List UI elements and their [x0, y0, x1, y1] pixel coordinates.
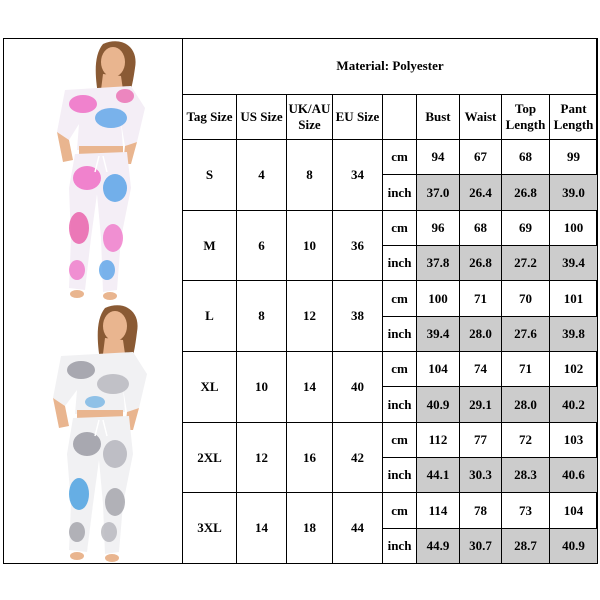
top-length-cell: 28.0: [502, 387, 550, 422]
pant-length-cell: 102: [550, 351, 598, 386]
model-photo: [3, 302, 182, 564]
us-size-cell: 14: [237, 493, 287, 564]
uk-au-size-cell: 16: [287, 422, 333, 493]
pant-length-cell: 39.4: [550, 245, 598, 280]
pant-length-cell: 104: [550, 493, 598, 528]
pant-length-cell: 100: [550, 210, 598, 245]
tag-size-cell: XL: [183, 351, 237, 422]
unit-cm-label: cm: [383, 351, 417, 386]
top-length-cell: 69: [502, 210, 550, 245]
bust-cell: 44.9: [417, 528, 460, 563]
bust-cell: 40.9: [417, 387, 460, 422]
top-length-cell: 72: [502, 422, 550, 457]
uk-au-size-cell: 18: [287, 493, 333, 564]
tag-size-cell: 3XL: [183, 493, 237, 564]
eu-size-cell: 38: [333, 281, 383, 352]
eu-size-cell: 42: [333, 422, 383, 493]
waist-cell: 30.7: [460, 528, 502, 563]
top-length-cell: 27.6: [502, 316, 550, 351]
waist-cell: 74: [460, 351, 502, 386]
unit-cm-label: cm: [383, 139, 417, 174]
waist-cell: 78: [460, 493, 502, 528]
unit-cm-label: cm: [383, 422, 417, 457]
us-size-cell: 6: [237, 210, 287, 281]
unit-inch-label: inch: [383, 245, 417, 280]
pant-length-cell: 39.0: [550, 175, 598, 210]
top-length-cell: 70: [502, 281, 550, 316]
uk-au-size-cell: 14: [287, 351, 333, 422]
unit-cm-label: cm: [383, 493, 417, 528]
waist-cell: 77: [460, 422, 502, 457]
tag-size-cell: M: [183, 210, 237, 281]
bust-cell: 39.4: [417, 316, 460, 351]
uk-au-size-cell: 8: [287, 139, 333, 210]
size-row-cm: [183, 422, 598, 457]
waist-cell: 71: [460, 281, 502, 316]
pant-length-cell: 103: [550, 422, 598, 457]
size-row-cm: [183, 210, 598, 245]
eu-size-cell: 34: [333, 139, 383, 210]
eu-size-cell: 44: [333, 493, 383, 564]
pink-blue-tie-dye-outfit-photo: [3, 38, 182, 302]
us-size-cell: 4: [237, 139, 287, 210]
uk-au-size-cell: 12: [287, 281, 333, 352]
top-length-cell: 28.7: [502, 528, 550, 563]
size-chart-table: [182, 38, 598, 564]
top-length-cell: 73: [502, 493, 550, 528]
unit-inch-label: inch: [383, 316, 417, 351]
bust-cell: 37.0: [417, 175, 460, 210]
unit-inch-label: inch: [383, 387, 417, 422]
header-pant-length: Pant Length: [550, 94, 598, 139]
header-row: [183, 94, 598, 139]
header-eu-size: EU Size: [333, 94, 383, 139]
pant-length-cell: 39.8: [550, 316, 598, 351]
tag-size-cell: S: [183, 139, 237, 210]
header-top-length: Top Length: [502, 94, 550, 139]
header-tag-size: Tag Size: [183, 94, 237, 139]
waist-cell: 29.1: [460, 387, 502, 422]
size-row-cm: [183, 281, 598, 316]
bust-cell: 96: [417, 210, 460, 245]
size-row-cm: [183, 493, 598, 528]
bust-cell: 37.8: [417, 245, 460, 280]
unit-inch-label: inch: [383, 457, 417, 492]
unit-inch-label: inch: [383, 175, 417, 210]
bust-cell: 100: [417, 281, 460, 316]
unit-cm-label: cm: [383, 210, 417, 245]
model-photo: [3, 38, 182, 302]
bust-cell: 112: [417, 422, 460, 457]
uk-au-size-cell: 10: [287, 210, 333, 281]
waist-cell: 30.3: [460, 457, 502, 492]
product-photos: [3, 38, 182, 564]
header-unit: [383, 94, 417, 139]
eu-size-cell: 40: [333, 351, 383, 422]
pant-length-cell: 40.2: [550, 387, 598, 422]
waist-cell: 26.8: [460, 245, 502, 280]
header-waist: Waist: [460, 94, 502, 139]
header-us-size: US Size: [237, 94, 287, 139]
material-title: Material: Polyester: [183, 39, 598, 95]
top-length-cell: 27.2: [502, 245, 550, 280]
header-uk-au-size: UK/AU Size: [287, 94, 333, 139]
bust-cell: 44.1: [417, 457, 460, 492]
top-length-cell: 68: [502, 139, 550, 174]
header-bust: Bust: [417, 94, 460, 139]
tag-size-cell: L: [183, 281, 237, 352]
bust-cell: 114: [417, 493, 460, 528]
tag-size-cell: 2XL: [183, 422, 237, 493]
pant-length-cell: 99: [550, 139, 598, 174]
bust-cell: 104: [417, 351, 460, 386]
top-length-cell: 28.3: [502, 457, 550, 492]
top-length-cell: 71: [502, 351, 550, 386]
eu-size-cell: 36: [333, 210, 383, 281]
waist-cell: 28.0: [460, 316, 502, 351]
us-size-cell: 8: [237, 281, 287, 352]
pant-length-cell: 40.9: [550, 528, 598, 563]
pant-length-cell: 101: [550, 281, 598, 316]
us-size-cell: 10: [237, 351, 287, 422]
unit-inch-label: inch: [383, 528, 417, 563]
waist-cell: 68: [460, 210, 502, 245]
size-row-cm: [183, 351, 598, 386]
waist-cell: 26.4: [460, 175, 502, 210]
size-row-cm: [183, 139, 598, 174]
bust-cell: 94: [417, 139, 460, 174]
pant-length-cell: 40.6: [550, 457, 598, 492]
us-size-cell: 12: [237, 422, 287, 493]
unit-cm-label: cm: [383, 281, 417, 316]
grey-blue-tie-dye-outfit-photo: [3, 302, 182, 564]
top-length-cell: 26.8: [502, 175, 550, 210]
waist-cell: 67: [460, 139, 502, 174]
